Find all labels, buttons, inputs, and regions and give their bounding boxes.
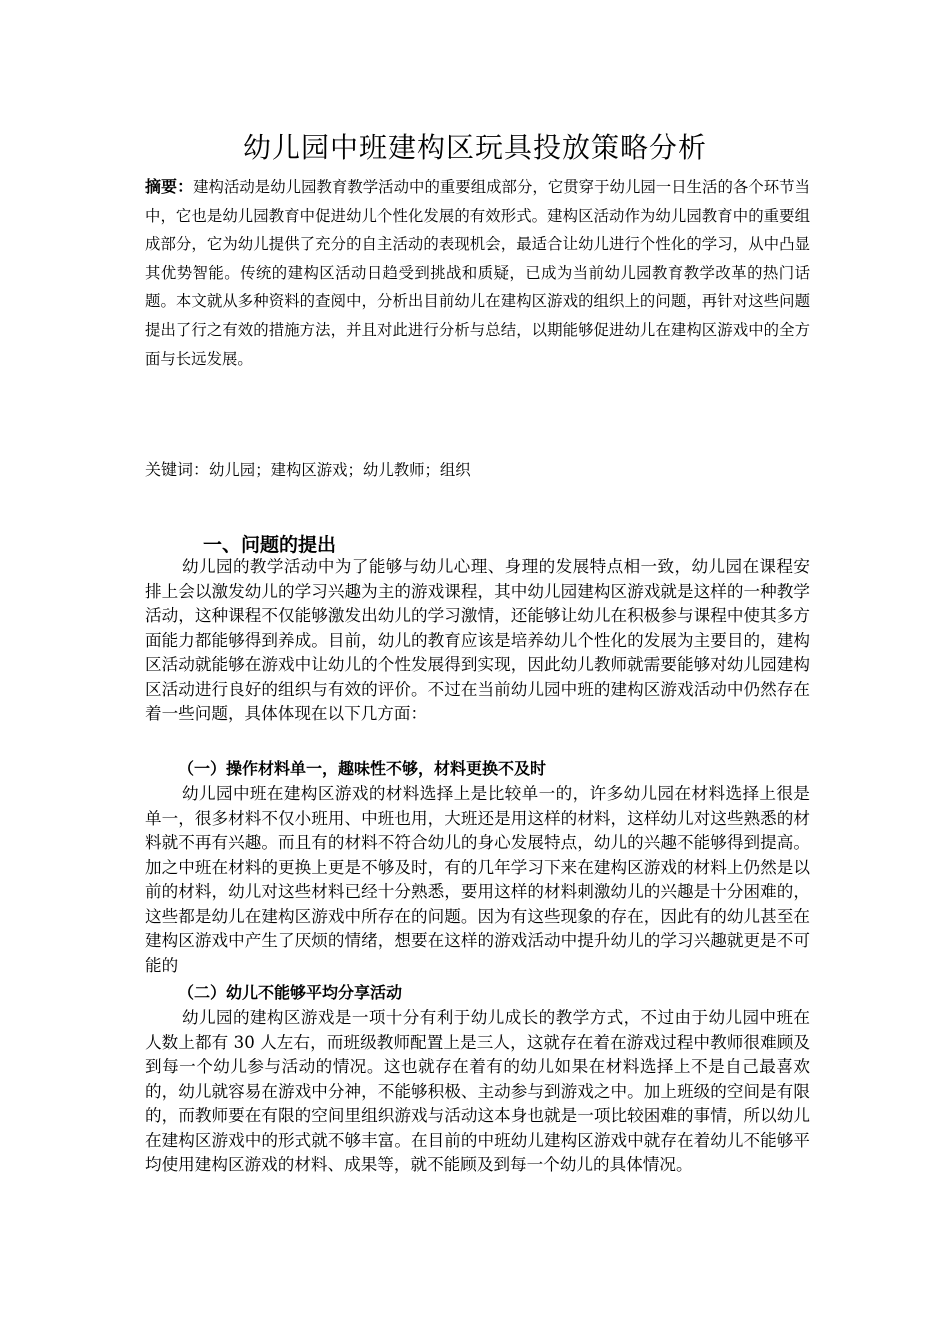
keywords-label: 关键词： bbox=[145, 460, 210, 479]
paper-title: 幼儿园中班建构区玩具投放策略分析 bbox=[242, 131, 707, 164]
subsection-heading-2: （二）幼儿不能够平均分享活动 bbox=[178, 983, 403, 1002]
abstract-label: 摘要： bbox=[145, 177, 194, 196]
keywords-text: 幼儿园；建构区游戏；幼儿教师；组织 bbox=[209, 461, 471, 479]
section-heading-1: 一、问题的提出 bbox=[203, 534, 337, 556]
abstract-text: 建构活动是幼儿园教育教学活动中的重要组成部分，它贯穿于幼儿园一日生活的各个环节当中，它也是幼儿园教育中促进幼儿个性化发展的有效形式。建构区活动作为幼儿园教育中的重要组成部分，它为幼儿提供了充分的自主活动的表现机会，最适合让幼儿进行个性化的学习，从中凸显其优势智能。传统的建构区活动日趋受到挑战和质疑，已成为当前幼儿园教育教学改革的热门话题。本文就从多种资料的查阅中，分析出目前幼儿在建构区游戏的组织上的问题，再针对这些问题提出了行之有效的措施方法，并且对此进行分析与总结，以期能够促进幼儿在建构区游戏中的全方面与长远发展。 bbox=[145, 178, 810, 368]
section-1-intro: 幼儿园的教学活动中为了能够与幼儿心理、身理的发展特点相一致，幼儿园在课程安排上会以激发幼儿的学习兴趣为主的游戏课程，其中幼儿园建构区游戏就是这样的一种教学活动，这种课程不仅能够激发出幼儿的学习激情，还能够让幼儿在积极参与课程中使其多方面能力都能够得到养成。目前，幼儿的教育应该是培养幼儿个性化的发展为主要目的，建构区活动就能够在游戏中让幼儿的个性发展得到实现，因此幼儿教师就需要能够对幼儿园建构区活动进行良好的组织与有效的评价。不过在当前幼儿园中班的建构区游戏活动中仍然存在着一些问题，具体体现在以下几方面： bbox=[145, 557, 810, 723]
subsection-heading-1: （一）操作材料单一，趣味性不够，材料更换不及时 bbox=[178, 759, 547, 778]
keywords bbox=[145, 457, 810, 483]
abstract bbox=[145, 173, 810, 373]
subsection-2-text: 幼儿园的建构区游戏是一项十分有利于幼儿成长的教学方式，不过由于幼儿园中班在人数上都有 30 人左右，而班级教师配置上是三人，这就存在着在游戏过程中教师很难顾及到每一个幼儿参与活动的情况。这也就存在着有的幼儿如果在材料选择上不是自己最喜欢的，幼儿就容易在游戏中分神，不能够积极、主动参与到游戏之中。加上班级的空间是有限的，而教师要在有限的空间里组织游戏与活动这本身也就是一项比较困难的事情，所以幼儿在建构区游戏中的形式就不够丰富。在目前的中班幼儿建构区游戏中就存在着幼儿不能够平均使用建构区游戏的材料、成果等，就不能顾及到每一个幼儿的具体情况。 bbox=[145, 1008, 810, 1174]
subsection-1-text: 幼儿园中班在建构区游戏的材料选择上是比较单一的，许多幼儿园在材料选择上很是单一，很多材料不仅小班用、中班也用，大班还是用这样的材料，这样幼儿对这些熟悉的材料就不再有兴趣。而且有的材料不符合幼儿的身心发展特点，幼儿的兴趣不能够得到提高。加之中班在材料的更换上更是不够及时，有的几年学习下来在建构区游戏的材料上仍然是以前的材料，幼儿对这些材料已经十分熟悉，要用这样的材料刺激幼儿的兴趣是十分困难的，这些都是幼儿在建构区游戏中所存在的问题。因为有这些现象的存在，因此有的幼儿甚至在建构区游戏中产生了厌烦的情绪，想要在这样的游戏活动中提升幼儿的学习兴趣就更是不可能的 bbox=[145, 784, 810, 975]
